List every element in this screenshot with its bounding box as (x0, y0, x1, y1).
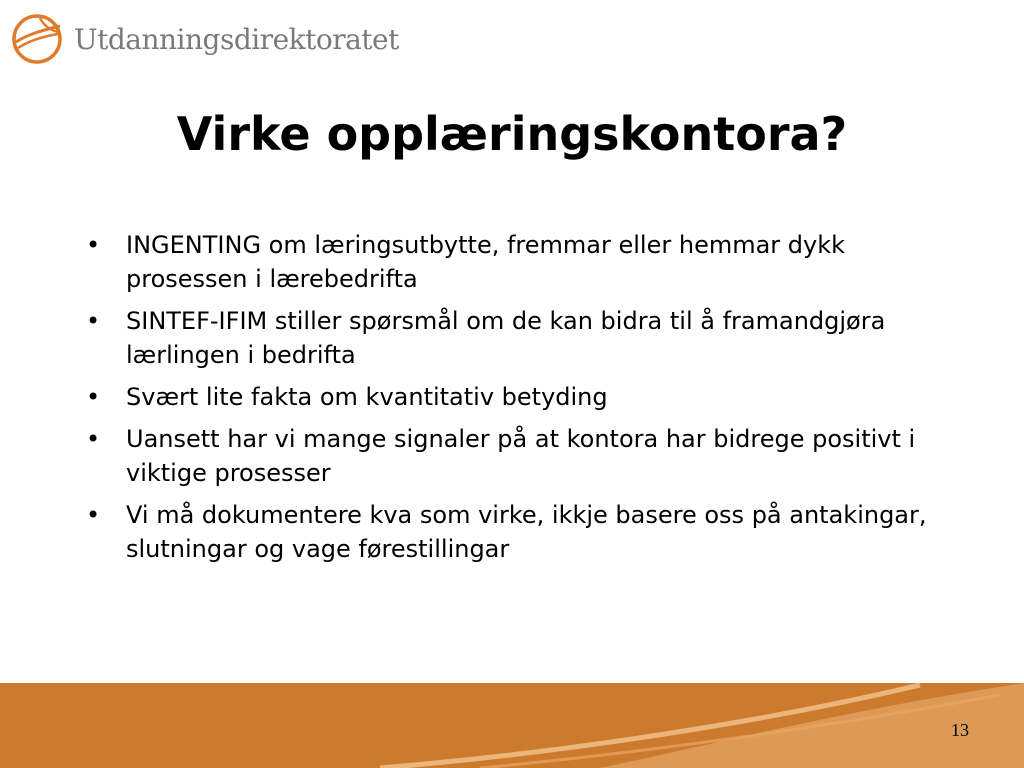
bullet-item (84, 380, 964, 414)
footer-decoration (0, 683, 1024, 768)
bullet-text: Svært lite fakta om kvantitativ betyding (126, 383, 608, 411)
bullet-list (84, 228, 964, 574)
logo (10, 10, 399, 68)
bullet-text: Uansett har vi mange signaler på at kontora har bidrege positivt i viktige prosesser (126, 425, 916, 487)
utdanningsdirektoratet-logo-icon (10, 12, 64, 66)
bullet-text: Vi må dokumentere kva som virke, ikkje basere oss på antakingar, slutningar og vage førestillingar (126, 501, 927, 563)
bullet-item (84, 304, 964, 372)
logo-text: Utdanningsdirektoratet (74, 22, 399, 56)
bullet-icon: • (86, 307, 101, 335)
bullet-icon: • (86, 383, 101, 411)
bullet-text: INGENTING om læringsutbytte, fremmar eller hemmar dykk prosessen i lærebedrifta (126, 231, 846, 293)
bullet-text: SINTEF-IFIM stiller spørsmål om de kan bidra til å framandgjøra lærlingen i bedrifta (126, 307, 886, 369)
page-number: 13 (951, 720, 969, 740)
bullet-icon: • (86, 425, 101, 453)
bullet-item (84, 498, 964, 566)
bullet-icon: • (86, 231, 101, 259)
bullet-item (84, 228, 964, 296)
bullet-item (84, 422, 964, 490)
slide-title: Virke opplæringskontora? (176, 107, 848, 161)
bullet-icon: • (86, 501, 101, 529)
footer-band (0, 683, 1024, 768)
